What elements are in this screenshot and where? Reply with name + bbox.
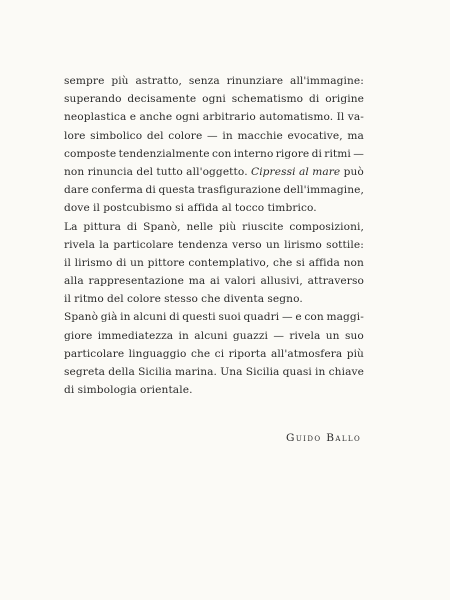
text-line bbox=[64, 363, 364, 381]
word: rinunziare bbox=[226, 75, 284, 87]
word: non bbox=[64, 165, 85, 178]
word: marina. bbox=[175, 366, 218, 378]
word: la bbox=[99, 238, 110, 251]
word: interno bbox=[233, 147, 274, 160]
word: all'atmosfera bbox=[270, 347, 343, 360]
text-line bbox=[64, 327, 364, 345]
word: dove bbox=[64, 202, 90, 215]
word: lore bbox=[64, 129, 86, 142]
word: particolare bbox=[113, 238, 174, 251]
author-signature: Guido Ballo bbox=[286, 432, 362, 444]
paragraph bbox=[64, 72, 364, 218]
word: più bbox=[346, 347, 364, 360]
word: colore bbox=[126, 293, 161, 306]
word: che bbox=[190, 347, 211, 360]
word: linguaggio bbox=[128, 347, 187, 360]
word: tocco bbox=[234, 202, 265, 215]
word: del bbox=[146, 129, 164, 142]
word: postcubismo bbox=[103, 202, 172, 215]
word: — bbox=[206, 129, 218, 142]
word: ogni bbox=[175, 111, 200, 124]
text-line bbox=[64, 108, 364, 126]
text-line bbox=[64, 272, 364, 290]
word: La bbox=[64, 220, 78, 233]
word: il bbox=[93, 202, 100, 215]
word: rigore bbox=[275, 147, 310, 160]
word: segno. bbox=[267, 293, 303, 306]
word: superando bbox=[64, 93, 122, 106]
word: automatismo. bbox=[259, 111, 334, 124]
text-line bbox=[64, 218, 364, 236]
word: arbitrario bbox=[202, 111, 256, 124]
word: Sicilia bbox=[138, 366, 172, 378]
word: Una bbox=[220, 366, 243, 378]
word: verso bbox=[232, 238, 262, 251]
word: senza bbox=[188, 75, 220, 87]
word: — bbox=[281, 311, 293, 324]
word: in bbox=[120, 311, 131, 324]
word: particolare bbox=[64, 347, 125, 360]
word: Spanò, bbox=[143, 220, 181, 233]
text-line bbox=[64, 127, 364, 145]
word: ma bbox=[188, 275, 206, 288]
word: un bbox=[130, 256, 144, 269]
word: di bbox=[169, 311, 180, 324]
word: ritmo bbox=[74, 293, 104, 306]
word: alla bbox=[64, 275, 84, 288]
paragraph bbox=[64, 308, 364, 399]
word: riporta bbox=[228, 347, 267, 360]
word: al bbox=[221, 202, 232, 215]
word: dare bbox=[64, 184, 89, 197]
word: diventa bbox=[223, 293, 265, 306]
word: e bbox=[295, 311, 302, 324]
word: affida bbox=[308, 256, 340, 269]
word: Il bbox=[336, 111, 345, 124]
word: suoi bbox=[218, 311, 241, 324]
italic-word: al bbox=[298, 165, 309, 178]
word: un bbox=[266, 238, 280, 251]
word: composte bbox=[64, 147, 117, 160]
italic-word: mare bbox=[312, 165, 341, 178]
word: stesso bbox=[164, 293, 198, 306]
word: maggi- bbox=[326, 311, 364, 324]
word: all'oggetto. bbox=[186, 165, 248, 178]
word: di bbox=[64, 384, 75, 397]
text-line bbox=[64, 308, 364, 326]
word: sempre bbox=[64, 75, 105, 87]
word: questa bbox=[158, 184, 195, 197]
word: dell'immagine, bbox=[283, 184, 364, 197]
word: di bbox=[309, 93, 320, 106]
word: orientale. bbox=[140, 384, 193, 397]
word: giore bbox=[64, 329, 93, 342]
word: tendenza bbox=[177, 238, 228, 251]
word: valori bbox=[224, 275, 256, 288]
text-line bbox=[64, 72, 364, 90]
text-line bbox=[64, 163, 364, 181]
word: di bbox=[311, 147, 322, 160]
word: alcuni bbox=[133, 311, 167, 324]
word: affida bbox=[187, 202, 219, 215]
word: astratto, bbox=[135, 75, 183, 87]
word: va- bbox=[347, 111, 364, 124]
italic-word: Cipressi bbox=[250, 165, 296, 178]
word: ci bbox=[214, 347, 225, 360]
word: all'immagine: bbox=[290, 75, 364, 87]
word: evocative, bbox=[287, 129, 343, 142]
word: di bbox=[145, 184, 156, 197]
word: rappresentazione bbox=[88, 275, 184, 288]
word: attraverso bbox=[307, 275, 364, 288]
text-line bbox=[64, 345, 364, 363]
word: non bbox=[343, 256, 364, 269]
word: schematismo bbox=[231, 93, 304, 106]
word: si bbox=[175, 202, 185, 215]
word: simbolico bbox=[90, 129, 143, 142]
word: rivela bbox=[289, 329, 321, 342]
word: simbologia bbox=[77, 384, 137, 397]
paragraph bbox=[64, 218, 364, 309]
word: tendenzialmente bbox=[118, 147, 210, 160]
word: contemplativo, bbox=[188, 256, 270, 269]
word: che bbox=[201, 293, 221, 306]
body-text bbox=[64, 72, 364, 399]
word: più bbox=[111, 75, 129, 87]
text-line bbox=[64, 181, 364, 199]
word: il bbox=[64, 256, 71, 269]
word: trasfigurazione bbox=[197, 184, 281, 197]
word: quadri bbox=[243, 311, 280, 324]
word: immediatezza bbox=[97, 329, 174, 342]
word: lirismo bbox=[74, 256, 113, 269]
word: si bbox=[296, 256, 306, 269]
word: in bbox=[222, 129, 233, 142]
word: Sicilia bbox=[245, 366, 280, 378]
word: conferma bbox=[91, 184, 143, 197]
word: alcuni bbox=[194, 329, 228, 342]
word: e bbox=[129, 111, 137, 124]
text-line bbox=[64, 199, 364, 217]
word: guazzi bbox=[232, 329, 268, 342]
word: allusivi, bbox=[260, 275, 303, 288]
text-line bbox=[64, 236, 364, 254]
word: può bbox=[343, 165, 364, 178]
word: ma bbox=[347, 129, 364, 142]
text-line bbox=[64, 90, 364, 108]
word: già bbox=[100, 311, 118, 324]
word: pittura bbox=[83, 220, 122, 233]
word: con bbox=[211, 147, 232, 160]
word: più bbox=[219, 220, 237, 233]
word: della bbox=[108, 366, 135, 378]
word: — bbox=[353, 147, 364, 160]
word: questi bbox=[182, 311, 216, 324]
word: chiave bbox=[328, 366, 364, 378]
word: che bbox=[273, 256, 293, 269]
word: — bbox=[273, 329, 285, 342]
word: rinuncia bbox=[87, 165, 133, 178]
word: del bbox=[136, 165, 154, 178]
text-line bbox=[64, 290, 364, 308]
word: colore bbox=[168, 129, 203, 142]
word: suo bbox=[344, 329, 364, 342]
word: rivela bbox=[64, 238, 96, 251]
word: timbrico. bbox=[267, 202, 317, 215]
word: neoplastica bbox=[64, 111, 127, 124]
word: di bbox=[126, 220, 138, 233]
word: del bbox=[107, 293, 124, 306]
word: in bbox=[178, 329, 189, 342]
text-line bbox=[64, 254, 364, 272]
word: quasi bbox=[282, 366, 312, 378]
word: pittore bbox=[147, 256, 185, 269]
word: in bbox=[315, 366, 326, 378]
word: nelle bbox=[186, 220, 214, 233]
text-line bbox=[64, 145, 364, 163]
text-line bbox=[64, 381, 364, 399]
word: ogni bbox=[202, 93, 226, 106]
word: decisamente bbox=[127, 93, 197, 106]
word: ai bbox=[210, 275, 220, 288]
word: riuscite bbox=[242, 220, 284, 233]
word: un bbox=[325, 329, 340, 342]
word: anche bbox=[139, 111, 173, 124]
word: il bbox=[64, 293, 71, 306]
word: tutto bbox=[156, 165, 183, 178]
word: lirismo bbox=[284, 238, 322, 251]
word: con bbox=[304, 311, 324, 324]
word: macchie bbox=[237, 129, 283, 142]
word: origine bbox=[325, 93, 364, 106]
word: segreta bbox=[64, 366, 106, 378]
word: di bbox=[116, 256, 127, 269]
word: ritmi bbox=[324, 147, 351, 160]
word: composizioni, bbox=[289, 220, 364, 233]
word: sottile: bbox=[326, 238, 364, 251]
word: Spanò bbox=[64, 311, 99, 324]
